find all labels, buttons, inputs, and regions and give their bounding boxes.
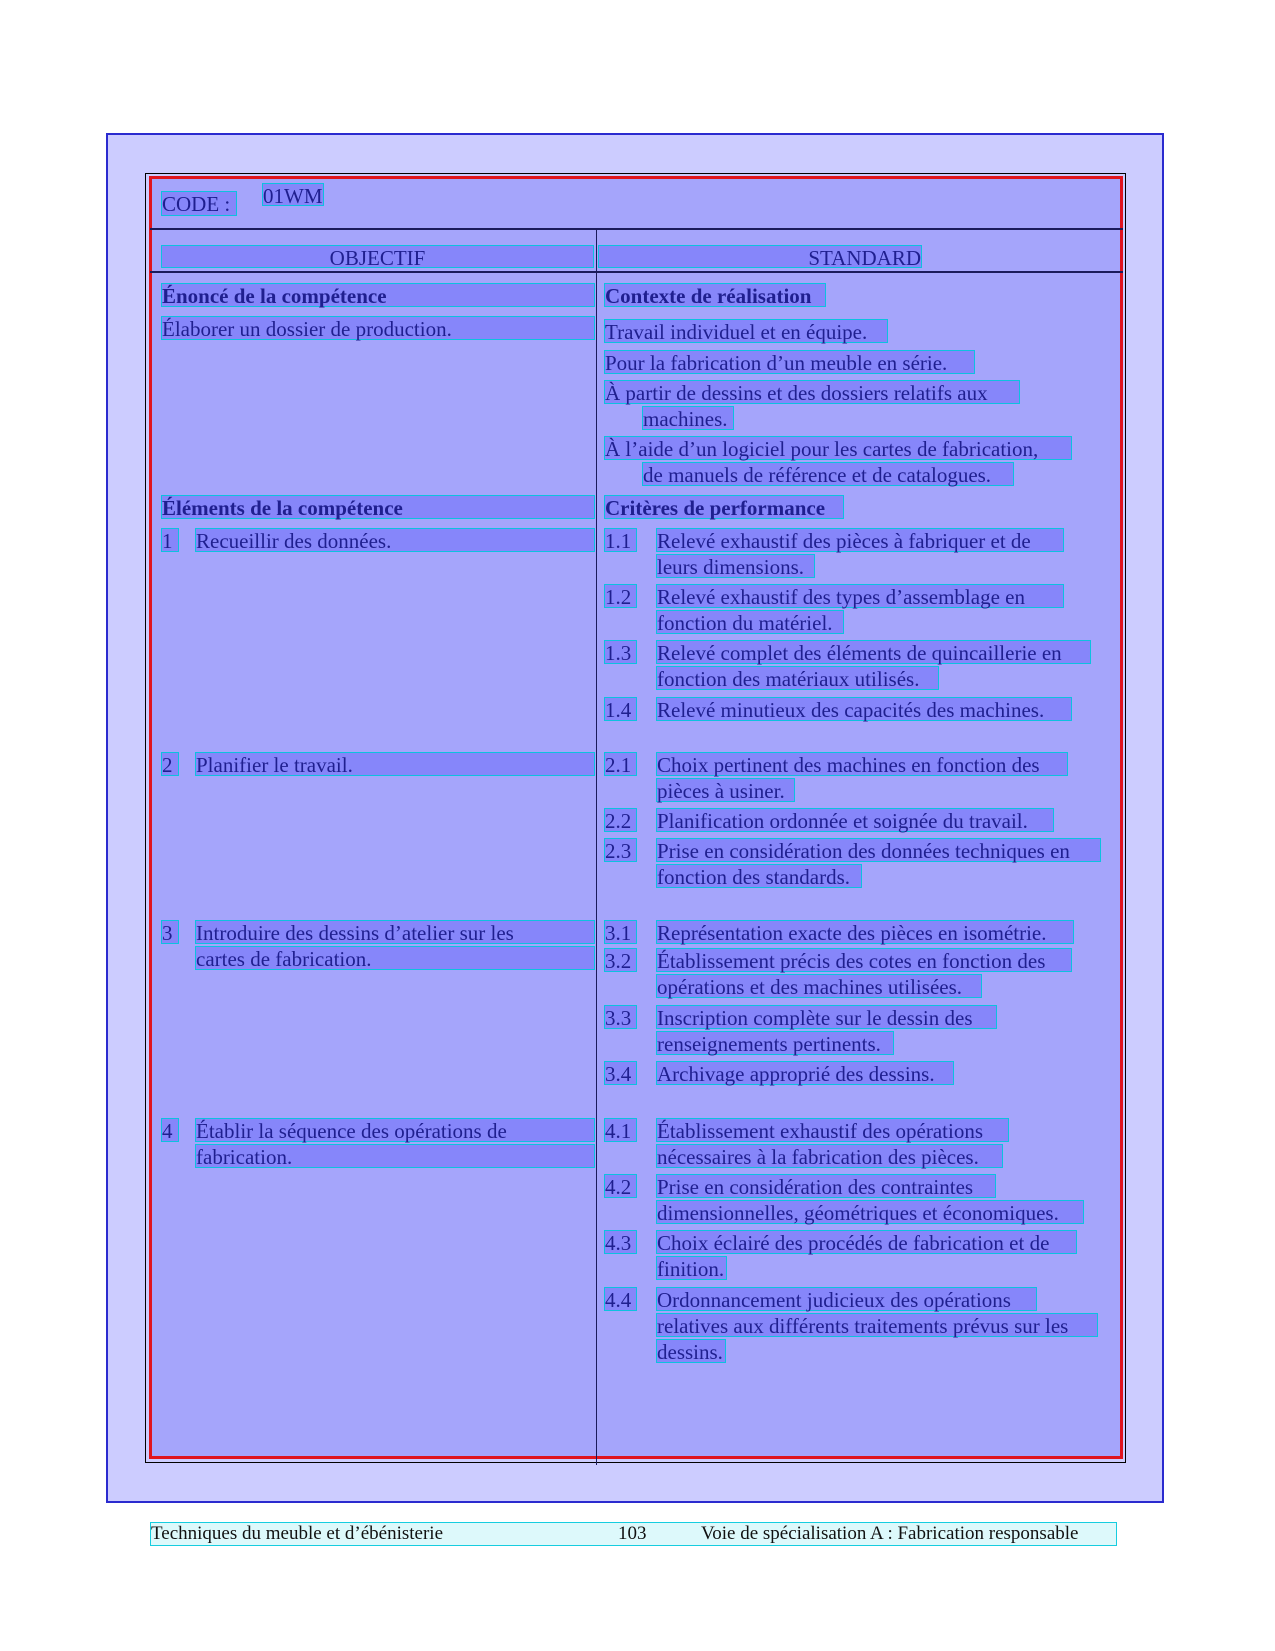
criterion-text: nécessaires à la fabrication des pièces. [656,1144,1003,1168]
criteria-heading: Critères de performance [604,495,844,519]
objectif-header [161,245,594,268]
criterion-number: 1.4 [604,697,637,721]
context-item: À partir de dessins et des dossiers relatifs aux [604,380,1020,404]
criterion-text: leurs dimensions. [656,554,815,578]
criterion-text: Prise en considération des données techniques en [656,838,1101,862]
criterion-number: 4.1 [604,1118,637,1142]
criterion-text: Établissement précis des cotes en fonction des [656,948,1072,972]
element-text: Introduire des dessins d’atelier sur les [195,920,595,944]
element-number: 3 [161,920,179,944]
element-number: 4 [161,1118,179,1142]
criterion-number: 4.2 [604,1174,637,1198]
criterion-text: dessins. [656,1339,726,1363]
code-value: 01WM [263,184,323,208]
competence-heading: Énoncé de la compétence [161,283,595,307]
elements-heading: Éléments de la compétence [161,495,595,519]
element-text: Établir la séquence des opérations de [195,1118,595,1142]
criterion-text: Relevé exhaustif des pièces à fabriquer et de [656,528,1064,552]
element-text: Recueillir des données. [195,528,595,552]
criterion-text: Archivage approprié des dessins. [656,1061,954,1085]
criterion-text: Inscription complète sur le dessin des [656,1005,997,1029]
context-item: Travail individuel et en équipe. [604,319,888,343]
criterion-text: Prise en considération des contraintes [656,1174,996,1198]
criterion-text: Représentation exacte des pièces en isométrie. [656,920,1074,944]
context-item: Pour la fabrication d’un meuble en série. [604,350,975,374]
criterion-text: Relevé complet des éléments de quincaillerie en [656,640,1091,664]
element-text: Planifier le travail. [195,752,595,776]
criterion-text: Choix éclairé des procédés de fabrication et de [656,1230,1077,1254]
criterion-text: pièces à usiner. [656,778,795,802]
criterion-text: finition. [656,1256,727,1280]
criterion-text: fonction des standards. [656,864,862,888]
competence-statement: Élaborer un dossier de production. [161,316,595,340]
criterion-number: 3.4 [604,1061,637,1085]
criterion-number: 2.2 [604,808,637,832]
criterion-number: 4.4 [604,1287,637,1311]
element-number: 1 [161,528,179,552]
criterion-text: Planification ordonnée et soignée du travail. [656,808,1054,832]
criterion-text: relatives aux différents traitements prévus sur les [656,1313,1098,1337]
criterion-number: 1.3 [604,640,637,664]
code-label: CODE : [161,191,237,216]
objectif-header-text: OBJECTIF [329,246,426,270]
criterion-number: 3.1 [604,920,637,944]
element-text: cartes de fabrication. [195,946,595,970]
context-item: machines. [642,406,734,430]
context-item: À l’aide d’un logiciel pour les cartes de fabrication, [604,436,1072,460]
criterion-text: Ordonnancement judicieux des opérations [656,1287,1037,1311]
element-number: 2 [161,752,179,776]
columns-header-divider [150,271,1123,273]
criterion-number: 2.3 [604,838,637,862]
column-divider [596,230,597,1465]
criterion-number: 3.3 [604,1005,637,1029]
footer-left: Techniques du meuble et d’ébénisterie [151,1523,444,1544]
criterion-number: 3.2 [604,948,637,972]
criterion-text: fonction des matériaux utilisés. [656,666,939,690]
page-footer [150,1522,1117,1546]
criterion-number: 1.1 [604,528,637,552]
standard-header-text: STANDARD [808,246,921,270]
criterion-number: 1.2 [604,584,637,608]
criterion-number: 4.3 [604,1230,637,1254]
footer-right: Voie de spécialisation A : Fabrication responsable [701,1523,1079,1544]
element-text: fabrication. [195,1144,595,1168]
standard-header [598,245,922,268]
criterion-text: Établissement exhaustif des opérations [656,1118,1009,1142]
context-item: de manuels de référence et de catalogues. [642,462,1014,486]
criterion-text: fonction du matériel. [656,610,844,634]
header-divider [150,228,1123,230]
criterion-text: Relevé exhaustif des types d’assemblage en [656,584,1064,608]
criterion-text: Relevé minutieux des capacités des machines. [656,697,1072,721]
criterion-text: renseignements pertinents. [656,1031,894,1055]
context-heading: Contexte de réalisation [604,283,826,307]
criterion-text: opérations et des machines utilisées. [656,974,982,998]
criterion-text: dimensionnelles, géométriques et économiques. [656,1200,1084,1224]
criterion-text: Choix pertinent des machines en fonction des [656,752,1068,776]
criterion-number: 2.1 [604,752,637,776]
footer-page-number: 103 [618,1523,647,1544]
